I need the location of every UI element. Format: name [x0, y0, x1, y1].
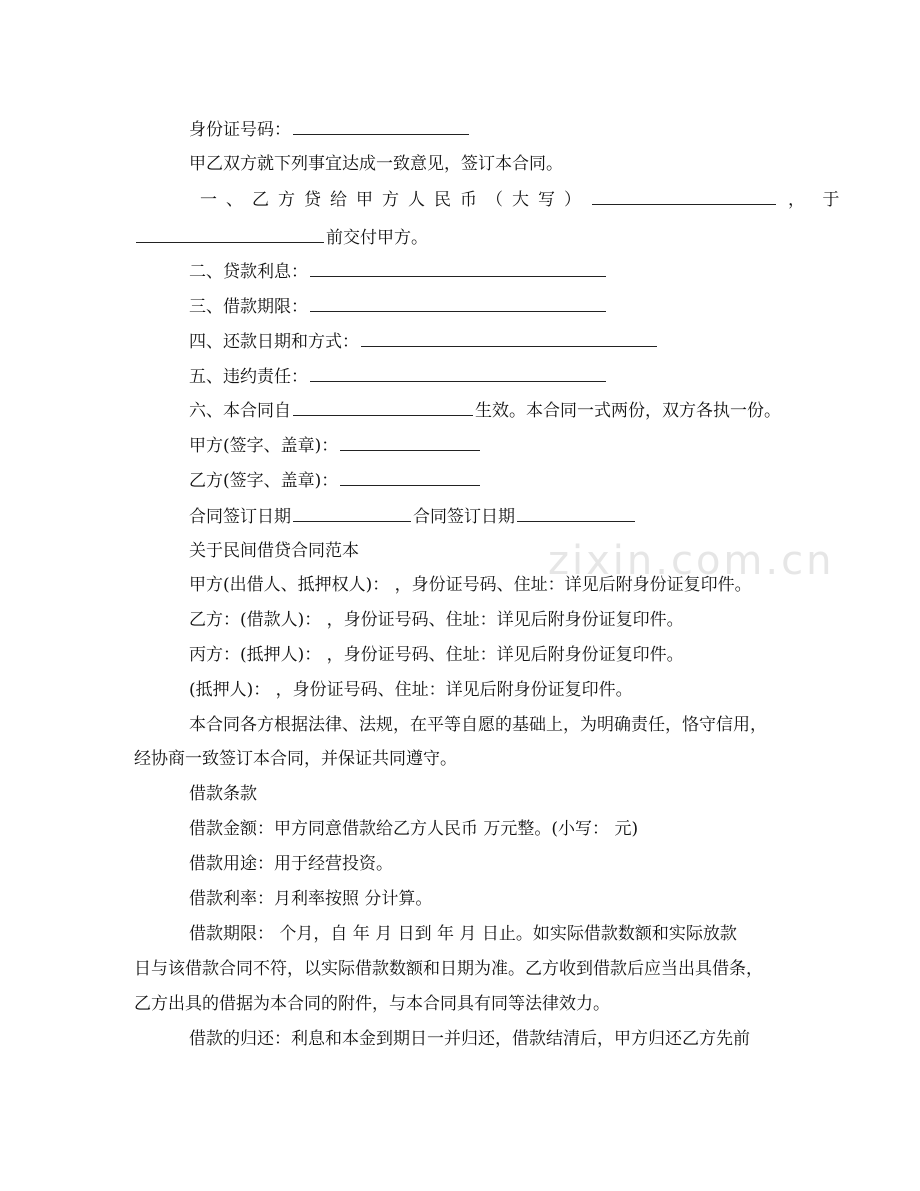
id-number-line	[189, 118, 471, 141]
clause-1-cont-text: 前交付甲方。	[326, 228, 428, 248]
clause-1-text: 一、乙方贷给甲方人民币（大写）	[200, 190, 590, 210]
signing-date-label-2: 合同签订日期	[413, 507, 515, 527]
clause-5-blank	[310, 365, 606, 382]
clause-1-amount-blank	[592, 188, 776, 205]
preamble-line-1: 本合同各方根据法律、法规，在平等自愿的基础上，为明确责任，恪守信用，	[189, 715, 767, 735]
party-b-signature-blank	[340, 469, 480, 486]
party-b-signature-label: 乙方(签字、盖章)：	[189, 471, 339, 491]
loan-rate: 借款利率：月利率按照 分计算。	[189, 889, 433, 909]
signing-date-blank-1	[293, 505, 411, 522]
party-b-info: 乙方：(借款人)： ，身份证号码、住址：详见后附身份证复印件。	[189, 610, 684, 630]
clause-6-text: 生效。本合同一式两份，双方各执一份。	[475, 401, 781, 421]
party-a-signature-line	[189, 434, 482, 457]
clause-4-blank	[361, 330, 657, 347]
id-number-blank	[293, 118, 469, 135]
clause-5-line	[189, 365, 608, 388]
repayment-line: 借款的归还：利息和本金到期日一并归还，借款结清后，甲方归还乙方先前	[189, 1029, 750, 1049]
loan-purpose: 借款用途：用于经营投资。	[189, 854, 393, 874]
clause-4-label: 四、还款日期和方式：	[189, 332, 359, 352]
clause-1-line	[200, 188, 845, 211]
loan-term-line-1: 借款期限： 个月，自 年 月 日到 年 月 日止。如实际借款数额和实际放款	[189, 924, 737, 944]
clause-1-cont	[134, 226, 428, 249]
clause-4-line	[189, 330, 659, 353]
id-number-label: 身份证号码：	[189, 120, 291, 140]
clause-5-label: 五、违约责任：	[189, 367, 308, 387]
signing-date-line	[189, 505, 637, 528]
party-a-signature-blank	[340, 434, 480, 451]
loan-term-line-2: 日与该借款合同不符，以实际借款数额和日期为准。乙方收到借款后应当出具借条，	[134, 959, 763, 979]
section-title: 关于民间借贷合同范本	[189, 541, 359, 561]
signing-date-blank-2	[517, 505, 635, 522]
clause-3-label: 三、借款期限：	[189, 297, 308, 317]
clause-2-line	[189, 260, 608, 283]
party-c-info: 丙方：(抵押人)： ，身份证号码、住址：详见后附身份证复印件。	[189, 645, 684, 665]
party-a-info: 甲方(出借人、抵押权人)： ，身份证号码、住址：详见后附身份证复印件。	[189, 575, 752, 595]
party-a-signature-label: 甲方(签字、盖章)：	[189, 436, 339, 456]
clause-3-line	[189, 295, 608, 318]
loan-terms-heading: 借款条款	[189, 784, 257, 804]
preamble-line-2: 经协商一致签订本合同，并保证共同遵守。	[134, 749, 457, 769]
clause-6-line	[189, 399, 781, 422]
agreement-intro: 甲乙双方就下列事宜达成一致意见，签订本合同。	[189, 154, 563, 174]
clause-1-suffix: ， 于	[788, 190, 846, 210]
loan-amount: 借款金额：甲方同意借款给乙方人民币 万元整。(小写： 元)	[189, 819, 639, 839]
signing-date-label-1: 合同签订日期	[189, 507, 291, 527]
clause-1-date-blank	[136, 226, 324, 243]
clause-2-blank	[310, 260, 606, 277]
clause-2-label: 二、贷款利息：	[189, 262, 308, 282]
mortgagor-info: (抵押人)： ，身份证号码、住址：详见后附身份证复印件。	[189, 680, 633, 700]
clause-6-blank	[293, 399, 473, 416]
loan-term-line-3: 乙方出具的借据为本合同的附件，与本合同具有同等法律效力。	[134, 994, 610, 1014]
clause-3-blank	[310, 295, 606, 312]
clause-6-label: 六、本合同自	[189, 401, 291, 421]
watermark: zixin.com.cn	[548, 538, 835, 584]
party-b-signature-line	[189, 469, 482, 492]
